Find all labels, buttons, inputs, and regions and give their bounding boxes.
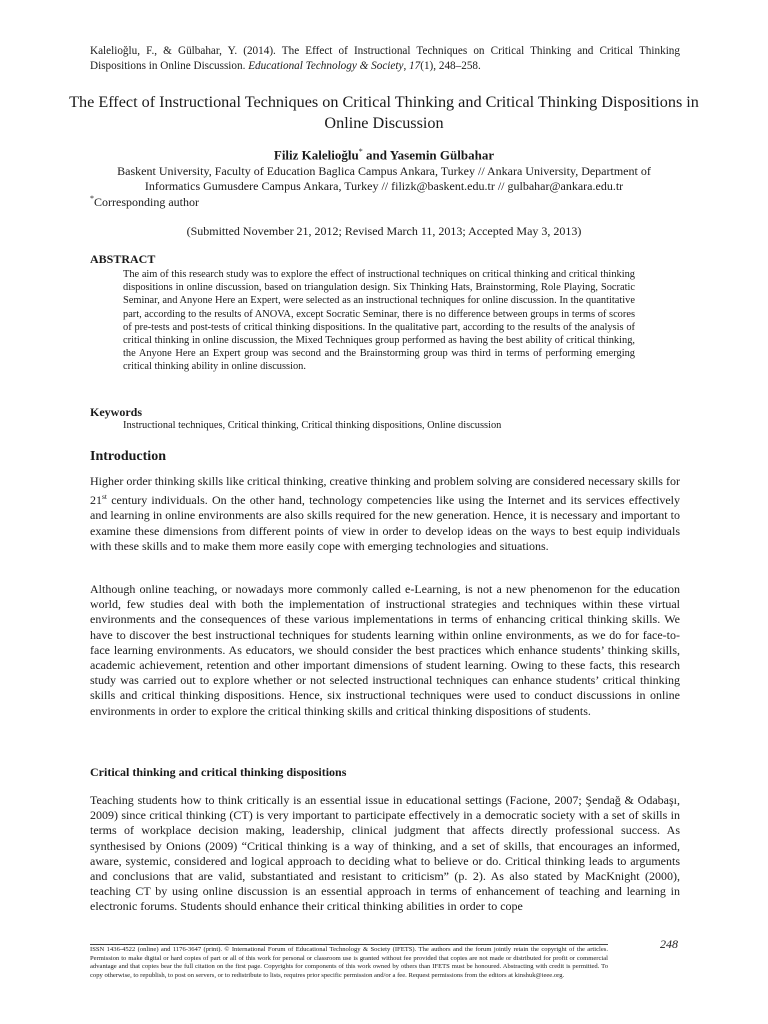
introduction-paragraph-1	[90, 474, 680, 554]
corresponding-mark: *	[358, 147, 363, 156]
intro-p1-start: Higher order thinking skills like critical thinking, creative thinking and problem solving are considered necessary skills for 21	[90, 474, 680, 508]
intro-p1-superscript: st	[102, 492, 108, 502]
author-line	[0, 147, 768, 163]
introduction-paragraph-2: Although online teaching, or nowadays more commonly called e-Learning, is not a new phenomenon for the education world, few studies deal with both the implementation of instructional strategies and techniques within these virtual environments and the consequences of these various implementations in terms of enhancing critical thinking skills. We have to discover the best instructional techniques for students learning within online environments, as we do for face-to-face learning environments. As educators, we should consider the best practices which enhance students’ thinking skills, academic achievement, retention and other important dimensions of student learning. Owing to these facts, this research study was carried out to explore whether or not selected instructional techniques can enhance students’ critical thinking skills and critical thinking dispositions. Hence, six instructional techniques were used to conduct discussions in online environments in order to explore the critical thinking skills and critical thinking dispositions of students.	[90, 582, 680, 718]
submission-dates: (Submitted November 21, 2012; Revised March 11, 2013; Accepted May 3, 2013)	[186, 224, 582, 238]
citation-journal: Educational Technology & Society	[248, 59, 404, 72]
abstract-heading: ABSTRACT	[90, 252, 156, 266]
citation-issue-pages: (1), 248–258.	[420, 59, 481, 72]
section-heading: Critical thinking and critical thinking dispositions	[90, 765, 347, 779]
citation-authors: Kalelioğlu, F., & Gülbahar, Y. (2014). The Effect of Instructional Techniques on Critical Thinking and Critical Thinking Dispositions in Online Discussion.	[90, 45, 680, 72]
citation-volume: 17	[409, 59, 421, 72]
introduction-heading: Introduction	[90, 449, 166, 464]
abstract-text: The aim of this research study was to explore the effect of instructional techniques on critical thinking and critical thinking dispositions in online discussion, based on triangulation design. Six Thinking Hats, Brainstorming, Role Playing, Socratic Seminar, and Anyone Here an Expert, were selected as an instructional techniques for online discussion. In the quantitative part, according to the results of ANOVA, except Socratic Seminar, there is no difference between groups in terms of scores of pre-tests and post-tests of critical thinking dispositions. In the qualitative part, according to the results of the analysis of critical thinking in online discussion, the Mixed Techniques group performed as having the best ability of critical thinking, the Anyone Here an Expert group was second and the Brainstorming group was third in terms of performing emerging critical thinking ability in online discussion.	[123, 269, 635, 373]
copyright-footer: ISSN 1436-4522 (online) and 1176-3647 (print). © International Forum of Educational Technology & Society (IFETS). The authors and the forum jointly retain the copyright of the articles. Permission to make digital or hard copies of part or all of this work for personal or classroom use is granted without fee provided that copies are not made or distributed for profit or commercial advantage and that copies bear the full citation on the first page. Copyrights for components of this work owned by others than IFETS must be honoured. Abstracting with credit is permitted. To copy otherwise, to republish, to post on servers, or to redistribute to lists, requires prior specific permission and/or a fee. Request permissions from the editors at kinshuk@ieee.org.	[90, 946, 608, 979]
keywords-text: Instructional techniques, Critical thinking, Critical thinking dispositions, Online discussion	[123, 420, 502, 431]
section-paragraph: Teaching students how to think critically is an essential issue in educational settings (Facione, 2007; Şendağ & Odabaşı, 2009) since critical thinking (CT) is very important to participate effectively in a democratic society with a set of skills in terms of workplace decision making, leadership, clinical judgment that affects directly professional success. As synthesised by Onions (2009) “Critical thinking is a way of thinking, and a set of skills, that encourages an informed, aware, systemic, considered and logical approach to deciding what to believe or do. Critical thinking leads to arguments and conclusions that are valid, substantiated and resistant to criticism” (p. 2). As also stated by MacKnight (2000), teaching CT by using online discussion is an essential approach in terms of enhancement of teaching and learning in electronic forums. Students should enhance their critical thinking abilities in order to cope	[90, 793, 680, 914]
author-1: Filiz Kalelioğlu	[273, 147, 359, 163]
author-2: Yasemin Gülbahar	[389, 147, 495, 163]
footer-divider	[90, 944, 608, 945]
paper-title: The Effect of Instructional Techniques on Critical Thinking and Critical Thinking Dispositions in Online Discussion	[69, 93, 699, 132]
corresponding-note	[90, 194, 199, 210]
author-connector: and	[362, 147, 390, 163]
keywords-heading: Keywords	[90, 405, 142, 419]
page-number: 248	[660, 937, 678, 951]
affiliation: Baskent University, Faculty of Education Baglica Campus Ankara, Turkey // Ankara University, Department of Informatics Gumusdere Campus Ankara, Turkey // filizk@baskent.edu.tr // gulbahar@ankara.edu.tr	[117, 164, 651, 193]
corresponding-note-text: Corresponding author	[94, 195, 199, 209]
intro-p1-end: century individuals. On the other hand, technology competencies like using the Internet and its services effectively and learning in online environments are also skills required for the new generation. Hence, it is necessary and important to examine these dimensions from different points of view in order to develop ideas on the ways to best equip individuals with these skills and to make them more easily cope with emerging technologies and situations.	[90, 493, 680, 553]
citation-header: Kalelioğlu, F., & Gülbahar, Y. (2014). The Effect of Instructional Techniques on Critical Thinking and Critical Thinking Dispositions in Online Discussion. Educational Technology & Society, 17(1), 248–258.	[90, 45, 680, 72]
corresponding-note-mark: *	[90, 194, 94, 203]
